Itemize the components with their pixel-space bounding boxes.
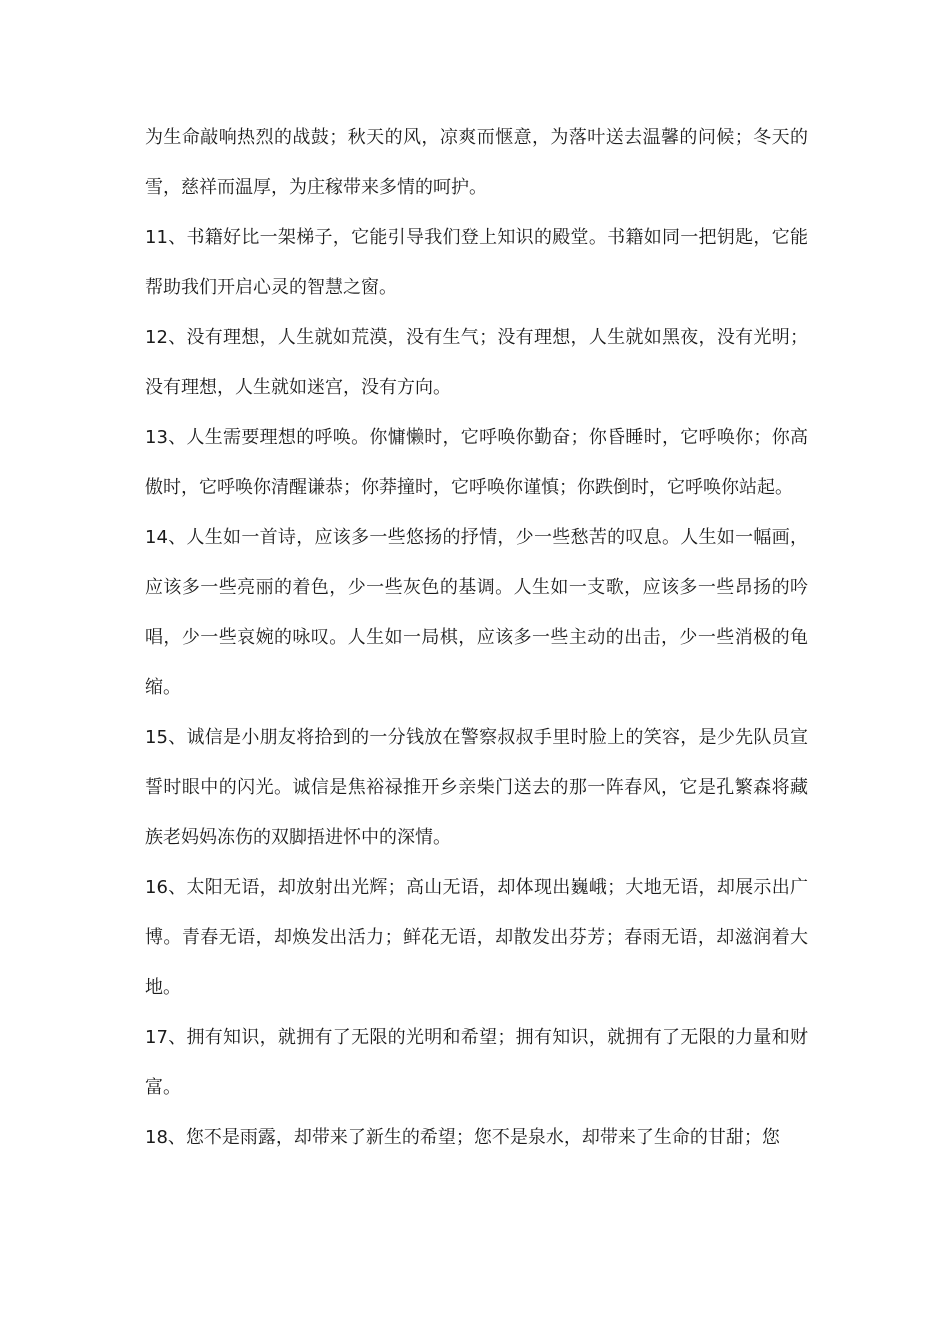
paragraph-17: 17、拥有知识，就拥有了无限的光明和希望；拥有知识，就拥有了无限的力量和财富。 <box>145 1027 808 1098</box>
paragraph-13: 13、人生需要理想的呼唤。你慵懒时，它呼唤你勤奋；你昏睡时，它呼唤你；你高傲时，它呼唤你清醒谦恭；你莽撞时，它呼唤你谨慎；你跌倒时，它呼唤你站起。 <box>145 427 808 498</box>
document-body <box>145 113 808 1163</box>
paragraph-11: 11、书籍好比一架梯子，它能引导我们登上知识的殿堂。书籍如同一把钥匙，它能帮助我们开启心灵的智慧之窗。 <box>145 227 808 298</box>
paragraph-14: 14、人生如一首诗，应该多一些悠扬的抒情，少一些愁苦的叹息。人生如一幅画，应该多一些亮丽的着色，少一些灰色的基调。人生如一支歌，应该多一些昂扬的吟唱，少一些哀婉的咏叹。人生如一局棋，应该多一些主动的出击，少一些消极的龟缩。 <box>145 527 808 698</box>
paragraph-18: 18、您不是雨露，却带来了新生的希望；您不是泉水，却带来了生命的甘甜；您 <box>145 1127 780 1148</box>
paragraph-12: 12、没有理想，人生就如荒漠，没有生气；没有理想，人生就如黑夜，没有光明；没有理想，人生就如迷宫，没有方向。 <box>145 327 808 398</box>
paragraph-15: 15、诚信是小朋友将拾到的一分钱放在警察叔叔手里时脸上的笑容，是少先队员宣誓时眼中的闪光。诚信是焦裕禄推开乡亲柴门送去的那一阵春风，它是孔繁森将藏族老妈妈冻伤的双脚捂进怀中的深情。 <box>145 727 808 848</box>
paragraph-continuation: 为生命敲响热烈的战鼓；秋天的风，凉爽而惬意，为落叶送去温馨的问候；冬天的雪，慈祥而温厚，为庄稼带来多情的呵护。 <box>145 127 808 198</box>
paragraph-16: 16、太阳无语，却放射出光辉；高山无语，却体现出巍峨；大地无语，却展示出广博。青春无语，却焕发出活力；鲜花无语，却散发出芬芳；春雨无语，却滋润着大地。 <box>145 877 808 998</box>
